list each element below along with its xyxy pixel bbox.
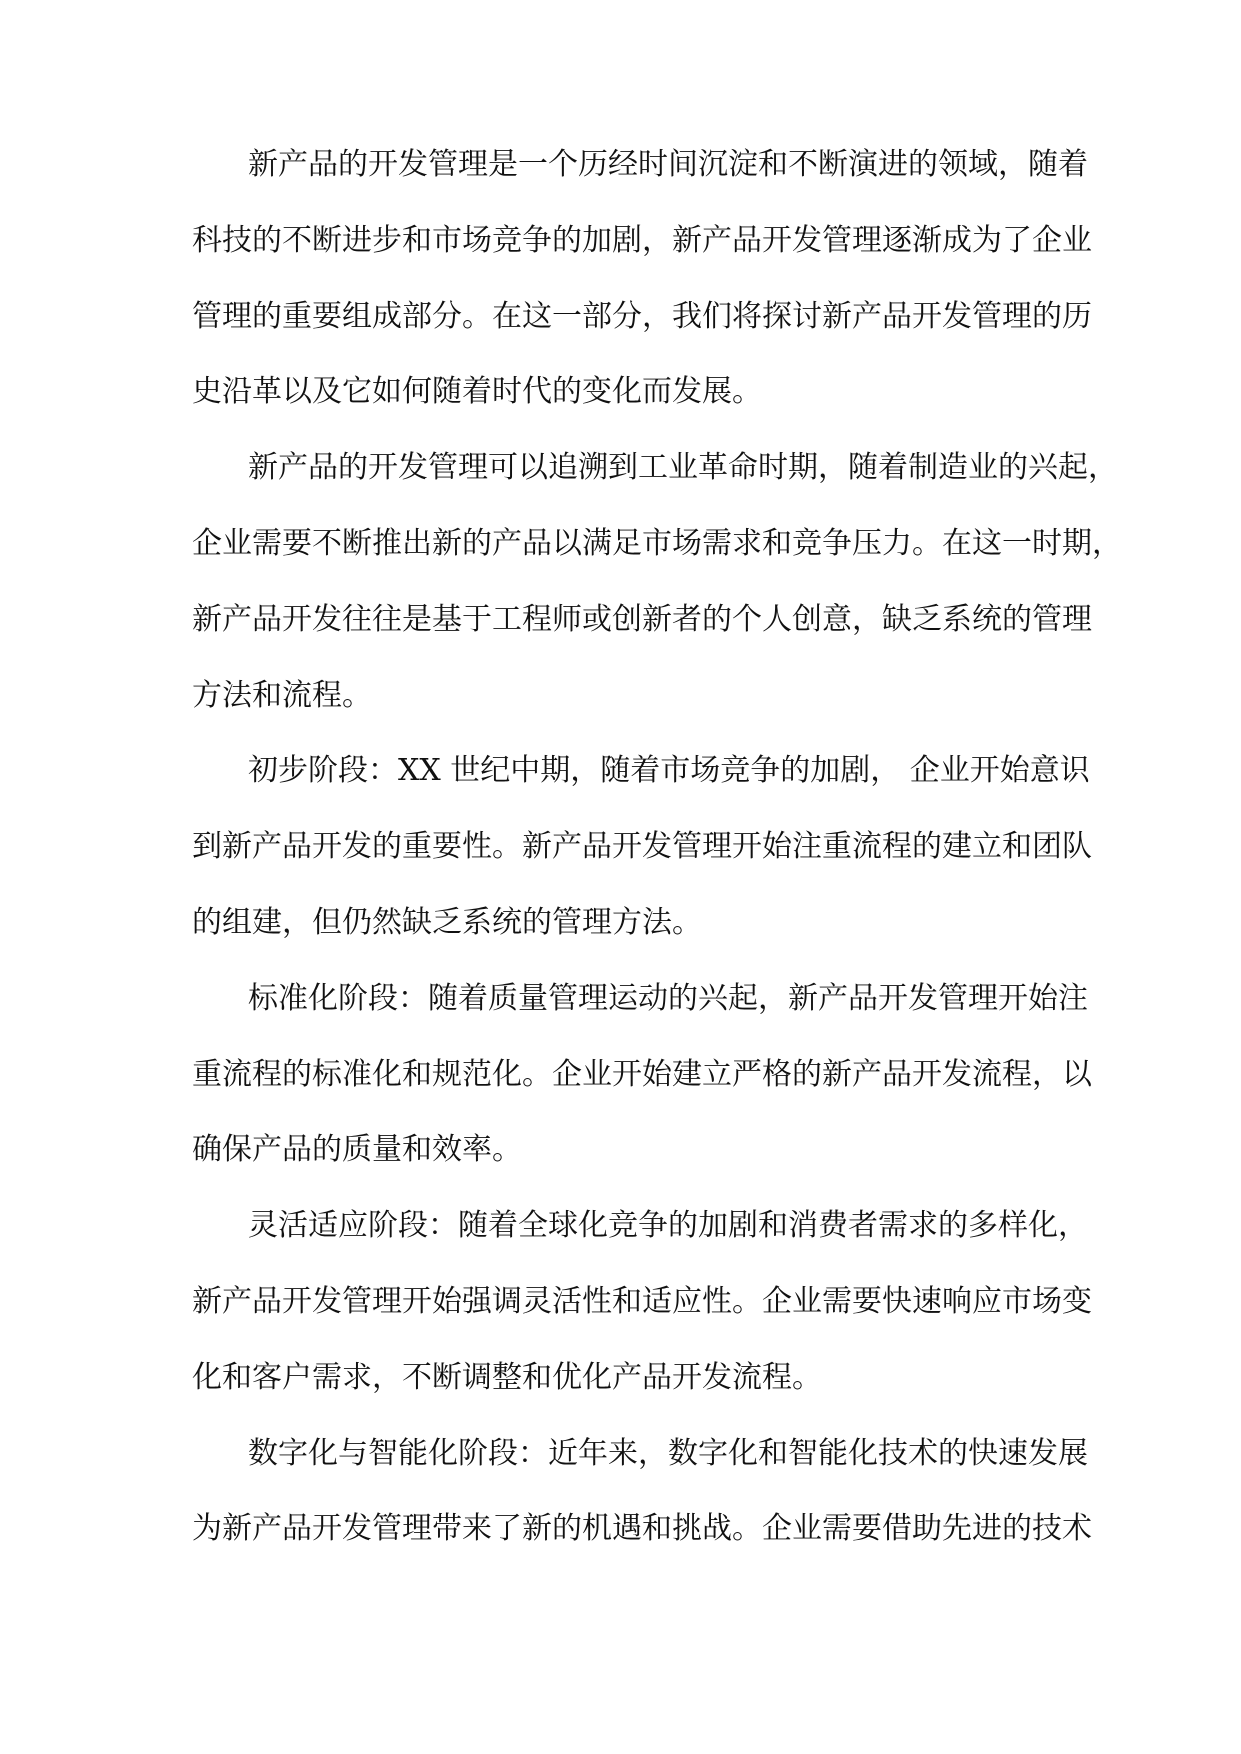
paragraph-line: 管理的重要组成部分。在这一部分，我们将探讨新产品开发管理的历 — [192, 298, 1092, 334]
paragraph-line: 数字化与智能化阶段：近年来，数字化和智能化技术的快速发展 — [248, 1435, 1088, 1471]
paragraph-line: 企业需要不断推出新的产品以满足市场需求和竞争压力。在这一时期， — [192, 525, 1122, 561]
paragraph-line: 到新产品开发的重要性。新产品开发管理开始注重流程的建立和团队 — [192, 829, 1092, 865]
paragraph-line: 化和客户需求，不断调整和优化产品开发流程。 — [192, 1359, 822, 1395]
paragraph-line: 确保产品的质量和效率。 — [192, 1132, 522, 1168]
paragraph-line: 重流程的标准化和规范化。企业开始建立严格的新产品开发流程，以 — [192, 1056, 1092, 1092]
paragraph — [192, 449, 1122, 752]
paragraph — [192, 752, 1092, 979]
paragraph-line: 新产品开发管理开始强调灵活性和适应性。企业需要快速响应市场变 — [192, 1283, 1092, 1319]
paragraph — [192, 980, 1092, 1207]
paragraph-line: 新产品的开发管理是一个历经时间沉淀和不断演进的领域，随着 — [248, 147, 1088, 182]
paragraph — [192, 1207, 1092, 1434]
paragraph-line: 为新产品开发管理带来了新的机遇和挑战。企业需要借助先进的技术 — [192, 1511, 1092, 1547]
paragraph-line: 新产品开发往往是基于工程师或创新者的个人创意，缺乏系统的管理 — [192, 601, 1092, 637]
paragraph — [192, 146, 1092, 449]
paragraph-line: 初步阶段：XX 世纪中期，随着市场竞争的加剧， 企业开始意识 — [248, 753, 1090, 789]
paragraph-line: 的组建，但仍然缺乏系统的管理方法。 — [192, 904, 702, 940]
paragraph-line: 标准化阶段：随着质量管理运动的兴起，新产品开发管理开始注 — [248, 980, 1088, 1016]
paragraph-line: 灵活适应阶段：随着全球化竞争的加剧和消费者需求的多样化， — [248, 1208, 1088, 1244]
paragraph-line: 史沿革以及它如何随着时代的变化而发展。 — [192, 374, 762, 410]
paragraph-line: 科技的不断进步和市场竞争的加剧，新产品开发管理逐渐成为了企业 — [192, 222, 1092, 258]
document-body — [192, 146, 1122, 1586]
paragraph-line: 方法和流程。 — [192, 677, 372, 713]
paragraph-line: 新产品的开发管理可以追溯到工业革命时期，随着制造业的兴起， — [248, 450, 1118, 486]
paragraph — [192, 1435, 1092, 1587]
